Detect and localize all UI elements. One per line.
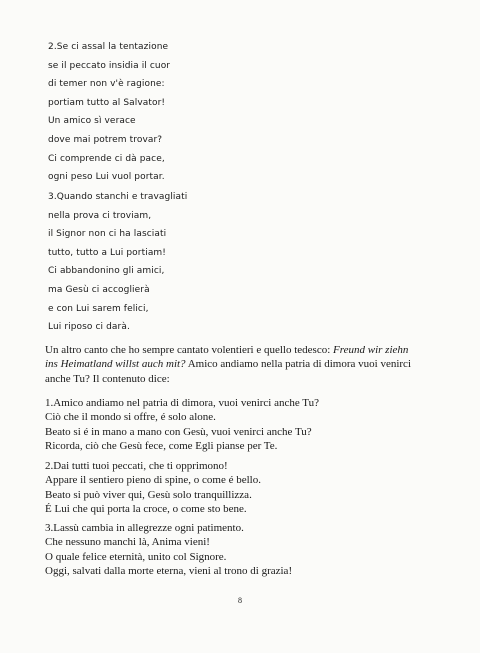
- verse-1: [45, 396, 445, 453]
- intro-line: [45, 372, 440, 386]
- intro-line: [45, 343, 440, 357]
- stanza-line: se il peccato insidia il cuor: [48, 60, 171, 71]
- verse-line: Oggi, salvati dalla morte eterna, vieni al trono di grazia!: [45, 564, 293, 577]
- stanza-line: dove mai potrem trovar?: [48, 134, 163, 145]
- verse-2: [45, 459, 445, 516]
- verse-line: O quale felice eternità, unito col Signore.: [45, 550, 227, 563]
- stanza-line: 2.Se ci assal la tentazione: [48, 42, 169, 52]
- stanza-line: portiam tutto al Salvator!: [48, 97, 166, 108]
- stanza-line: Un amico sì verace: [48, 116, 136, 127]
- song-title-italic: Freund wir ziehn: [333, 344, 409, 356]
- intro-paragraph: [45, 343, 440, 386]
- stanza-line: Ci abbandonino gli amici,: [48, 266, 165, 277]
- intro-line: [45, 357, 440, 371]
- stanza-line: di temer non v'è ragione:: [48, 79, 165, 90]
- verse-line: Beato si può viver qui, Gesù solo tranquillizza.: [45, 488, 252, 501]
- stanza-line: Lui riposo ci darà.: [48, 322, 130, 333]
- verse-line: Ricorda, ciò che Gesù fece, come Egli pianse per Te.: [45, 439, 278, 452]
- verse-line: Beato si é in mano a mano con Gesù, vuoi venirci anche Tu?: [45, 425, 312, 438]
- stanza-line: nella prova ci troviam,: [48, 210, 152, 221]
- stanza-line: 3.Quando stanchi e travagliati: [48, 192, 188, 202]
- verse-line: Ciò che il mondo si offre, é solo alone.: [45, 411, 216, 424]
- verse-line: 3.Lassù cambia in allegrezze ogni patimento.: [45, 522, 244, 534]
- stanza-line: tutto, tutto a Lui portiam!: [48, 247, 167, 258]
- stanza-line: Ci comprende ci dà pace,: [48, 153, 165, 164]
- verse-line: Che nessuno manchi là, Anima vieni!: [45, 536, 210, 549]
- verse-line: Appare il sentiero pieno di spine, o come é bello.: [45, 474, 261, 487]
- stanza-line: ogni peso Lui vuol portar.: [48, 172, 165, 183]
- stanza-line: e con Lui sarem felici,: [48, 303, 149, 314]
- stanza-3: [48, 188, 187, 337]
- intro-text: Un altro canto che ho sempre cantato volentieri e quello tedesco:: [45, 344, 334, 356]
- song-title-italic: ins Heimatland willst auch mit?: [45, 358, 186, 371]
- intro-text: Amico andiamo nella patria di dimora vuoi venirci: [185, 358, 411, 371]
- stanza-2: [48, 38, 170, 187]
- stanza-line: ma Gesù ci accoglierà: [48, 284, 150, 295]
- verse-line: É Lui che qui porta la croce, o come sto bene.: [45, 502, 247, 515]
- verse-line: 2.Dai tutti tuoi peccati, che ti opprimono!: [45, 460, 228, 472]
- verse-line: 1.Amico andiamo nel patria di dimora, vuoi venirci anche Tu?: [45, 397, 320, 409]
- stanza-line: il Signor non ci ha lasciati: [48, 229, 167, 240]
- verse-3: [45, 521, 445, 578]
- page-number: 8: [238, 596, 242, 605]
- intro-text: anche Tu? Il contenuto dice:: [45, 372, 170, 385]
